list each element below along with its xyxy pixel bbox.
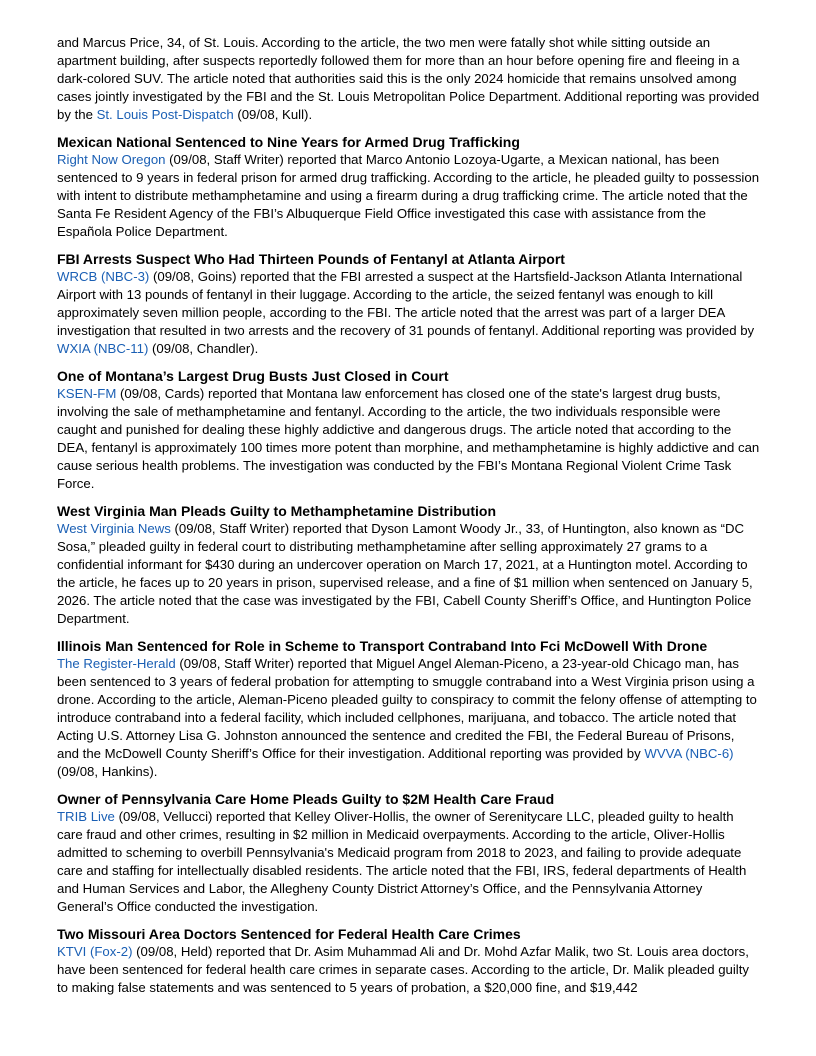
continuation-paragraph (57, 34, 760, 124)
source-link-wxia[interactable]: WXIA (NBC-11) (57, 341, 149, 356)
source-link-trib-live[interactable]: TRIB Live (57, 809, 115, 824)
source-link-wrcb[interactable]: WRCB (NBC-3) (57, 269, 150, 284)
source-link-st-louis-post-dispatch[interactable]: St. Louis Post-Dispatch (96, 107, 234, 122)
source-link-wvva[interactable]: WVVA (NBC-6) (644, 746, 734, 761)
continuation-text-end: (09/08, Kull). (233, 107, 313, 122)
source-link-right-now-oregon[interactable]: Right Now Oregon (57, 152, 166, 167)
article-body (57, 151, 760, 241)
article-text-end: (09/08, Hankins). (57, 764, 158, 779)
source-link-ksen-fm[interactable]: KSEN-FM (57, 386, 117, 401)
article-headline: West Virginia Man Pleads Guilty to Methamphetamine Distribution (57, 503, 496, 519)
article-montana-drug-bust (57, 367, 760, 493)
article-body (57, 520, 760, 628)
continuation-text: and Marcus Price, 34, of St. Louis. According to the article, the two men were fatally shot while sitting outside an apartment building, after suspects reportedly followed them for more than an hour before opening fire and fleeing in a dark-colored SUV. The article noted that authorities said this is the only 2024 homicide that remains unsolved among cases jointly investigated by the FBI and the St. Louis Metropolitan Police Department. Additional reporting was provided by the (57, 35, 760, 122)
article-west-virginia-meth (57, 502, 760, 628)
article-body (57, 943, 760, 997)
article-text: (09/08, Staff Writer) reported that Miguel Angel Aleman-Piceno, a 23-year-old Chicago man, has been sentenced to 3 years of federal probation for attempting to smuggle contraband into a West Virginia prison using a drone. According to the article, Aleman-Piceno pleaded guilty to conspiracy to commit the felony offense of attempting to introduce contraband into a federal facility, which included cellphones, marijuana, and tobacco. The article noted that Acting U.S. Attorney Lisa G. Johnston announced the sentence and credited the FBI, the Federal Bureau of Prisons, and the McDowell County Sheriff’s Office for their investigation. Additional reporting was provided by (57, 656, 757, 761)
article-headline: Illinois Man Sentenced for Role in Scheme to Transport Contraband Into Fci McDowell With Drone (57, 638, 708, 654)
article-headline: Mexican National Sentenced to Nine Years for Armed Drug Trafficking (57, 134, 520, 150)
article-pennsylvania-care-home (57, 790, 760, 916)
article-headline: Owner of Pennsylvania Care Home Pleads Guilty to $2M Health Care Fraud (57, 791, 555, 807)
article-illinois-drone (57, 637, 760, 781)
article-missouri-doctors (57, 925, 760, 997)
article-body (57, 655, 760, 781)
article-headline: One of Montana’s Largest Drug Busts Just Closed in Court (57, 368, 449, 384)
article-text-end: (09/08, Chandler). (148, 341, 259, 356)
article-atlanta-fentanyl (57, 250, 760, 358)
article-text: (09/08, Staff Writer) reported that Marco Antonio Lozoya-Ugarte, a Mexican national, has been sentenced to 9 years in federal prison for armed drug trafficking. According to the article, he pleaded guilty to possession with intent to distribute methamphetamine and using a firearm during a drug trafficking crime. The article noted that the Santa Fe Resident Agency of the FBI’s Albuquerque Field Office investigated this case with assistance from the Española Police Department. (57, 152, 760, 239)
article-text: (09/08, Vellucci) reported that Kelley Oliver-Hollis, the owner of Serenitycare LLC, pleaded guilty to health care fraud and other crimes, resulting in $2 million in Medicaid overpayments. According to the article, Oliver-Hollis admitted to scheming to overbill Pennsylvania's Medicaid program from 2018 to 2023, and failing to provide adequate care and staffing for intellectually disabled residents. The article noted that the FBI, IRS, federal departments of Health and Human Services and Labor, the Allegheny County District Attorney’s Office, and the Pennsylvania Attorney General’s Office conducted the investigation. (57, 809, 747, 914)
article-text: (09/08, Held) reported that Dr. Asim Muhammad Ali and Dr. Mohd Azfar Malik, two St. Louis area doctors, have been sentenced for federal health care crimes in separate cases. According to the article, Dr. Malik pleaded guilty to making false statements and was sentenced to 5 years of probation, a $20,000 fine, and $19,442 (57, 944, 749, 995)
article-text: (09/08, Cards) reported that Montana law enforcement has closed one of the state's largest drug busts, involving the sale of methamphetamine and fentanyl. According to the article, the two individuals responsible were caught and punished for dealing these highly addictive and dangerous drugs. The article noted that according to the DEA, fentanyl is approximately 100 times more potent than morphine, and methamphetamine is highly addictive and can cause serious health problems. The investigation was conducted by the FBI’s Montana Regional Violent Crime Task Force. (57, 386, 760, 491)
article-text: (09/08, Goins) reported that the FBI arrested a suspect at the Hartsfield-Jackson Atlanta International Airport with 13 pounds of fentanyl in their luggage. According to the article, the seized fentanyl was enough to kill approximately seven million people, according to the FBI. The article noted that the arrest was part of a larger DEA investigation that resulted in two arrests and the recovery of 31 pounds of fentanyl. Additional reporting was provided by (57, 269, 755, 338)
source-link-west-virginia-news[interactable]: West Virginia News (57, 521, 171, 536)
article-body (57, 268, 760, 358)
article-text: (09/08, Staff Writer) reported that Dyson Lamont Woody Jr., 33, of Huntington, also known as “DC Sosa,” pleaded guilty in federal court to distributing methamphetamine after selling approximately 27 grams to a confidential informant for $430 during an undercover operation on March 17, 2021, at a Huntington motel. According to the article, he faces up to 20 years in prison, supervised release, and a fine of $1 million when sentenced on January 5, 2026. The article noted that the case was investigated by the FBI, Cabell County Sheriff’s Office, and Huntington Police Department. (57, 521, 753, 626)
article-body (57, 385, 760, 493)
source-link-register-herald[interactable]: The Register-Herald (57, 656, 176, 671)
article-body (57, 808, 760, 916)
article-mexican-national (57, 133, 760, 241)
article-headline: FBI Arrests Suspect Who Had Thirteen Pounds of Fentanyl at Atlanta Airport (57, 251, 565, 267)
article-headline: Two Missouri Area Doctors Sentenced for Federal Health Care Crimes (57, 926, 521, 942)
source-link-ktvi[interactable]: KTVI (Fox-2) (57, 944, 133, 959)
